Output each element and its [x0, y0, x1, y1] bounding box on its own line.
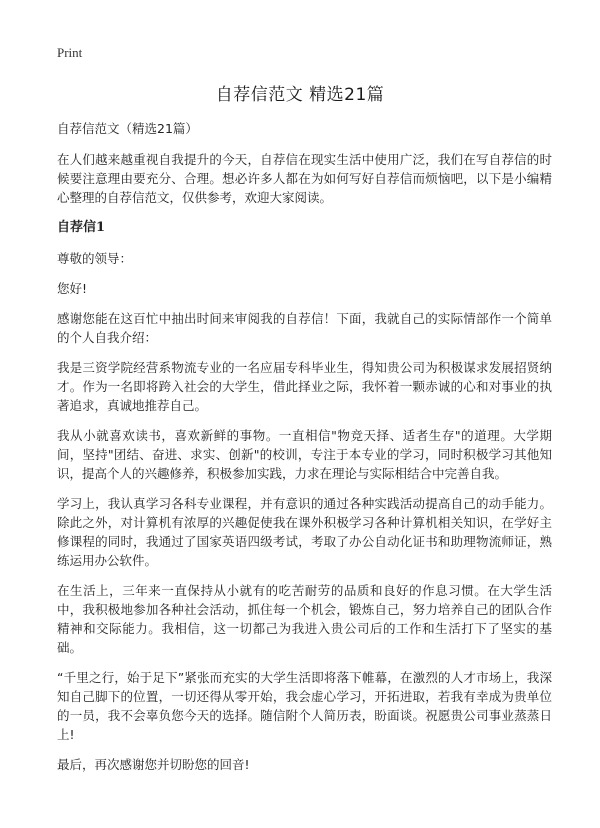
letter-paragraph: 学习上，我认真学习各科专业课程，并有意识的通过各种实践活动提高自己的动手能力。除此之外，对计算机有浓厚的兴趣促使我在课外积极学习各种计算机相关知识，在学好主修课程的同时，我通过了国家英语四级考试，考取了办公自动化证书和助理物流师证，熟练运用办公软件。 [57, 496, 552, 568]
letter-paragraph: 在生活上，三年来一直保持从小就有的吃苦耐劳的品质和良好的作息习惯。在大学生活中，我积极地参加各种社会活动，抓住每一个机会，锻炼自己，努力培养自己的团队合作精神和交际能力。我相信，这一切都己为我进入贵公司后的工作和生活打下了坚实的基础。 [57, 583, 552, 655]
greeting: 您好! [57, 281, 88, 296]
section-heading: 自荐信1 [57, 220, 106, 235]
document-subtitle: 自荐信范文（精选21篇） [57, 121, 198, 136]
salutation: 尊敬的领导： [57, 251, 133, 266]
closing-paragraph: 最后，再次感谢您并切盼您的回音! [57, 757, 250, 772]
letter-paragraph: 我从小就喜欢读书，喜欢新鲜的事物。一直相信"物竞天择、适者生存"的道理。大学期间，坚持"团结、奋进、求实、创新"的校训，专注于本专业的学习，同时积极学习其他知识，提高个人的兴趣修养，积极参加实践，力求在理论与实际相结合中完善自我。 [57, 428, 552, 481]
document-body [57, 119, 552, 785]
intro-paragraph: 在人们越来越重视自我提升的今天，自荐信在现实生活中使用广泛，我们在写自荐信的时候要注意理由要充分、合理。想必许多人都在为如何写好自荐信而烦恼吧，以下是小编精心整理的自荐信范文，仅供参考，欢迎大家阅读。 [57, 152, 552, 205]
page-title: 自荐信范文 精选21篇 [215, 85, 385, 105]
letter-paragraph: 感谢您能在这百忙中抽出时间来审阅我的自荐信！下面，我就自己的实际情部作一个简单的个人自我介绍： [57, 311, 552, 345]
letter-paragraph: 我是三资学院经营系物流专业的一名应届专科毕业生，得知贵公司为积极谋求发展招贤纳才。作为一名即将跨入社会的大学生，借此择业之际，我怀着一颗赤诚的心和对事业的执著追求，真诚地推荐自己。 [57, 360, 552, 413]
letter-paragraph: “千里之行，始于足下”紧张而充实的大学生活即将落下帷幕，在激烈的人才市场上，我深知自己脚下的位置，一切还得从零开始，我会虚心学习，开拓进取，若我有幸成为贵单位的一员，我不会辜负您今天的选择。随信附个人简历表，盼面谈。祝愿贵公司事业蒸蒸日上! [57, 670, 552, 742]
print-link[interactable]: Print [57, 45, 83, 60]
